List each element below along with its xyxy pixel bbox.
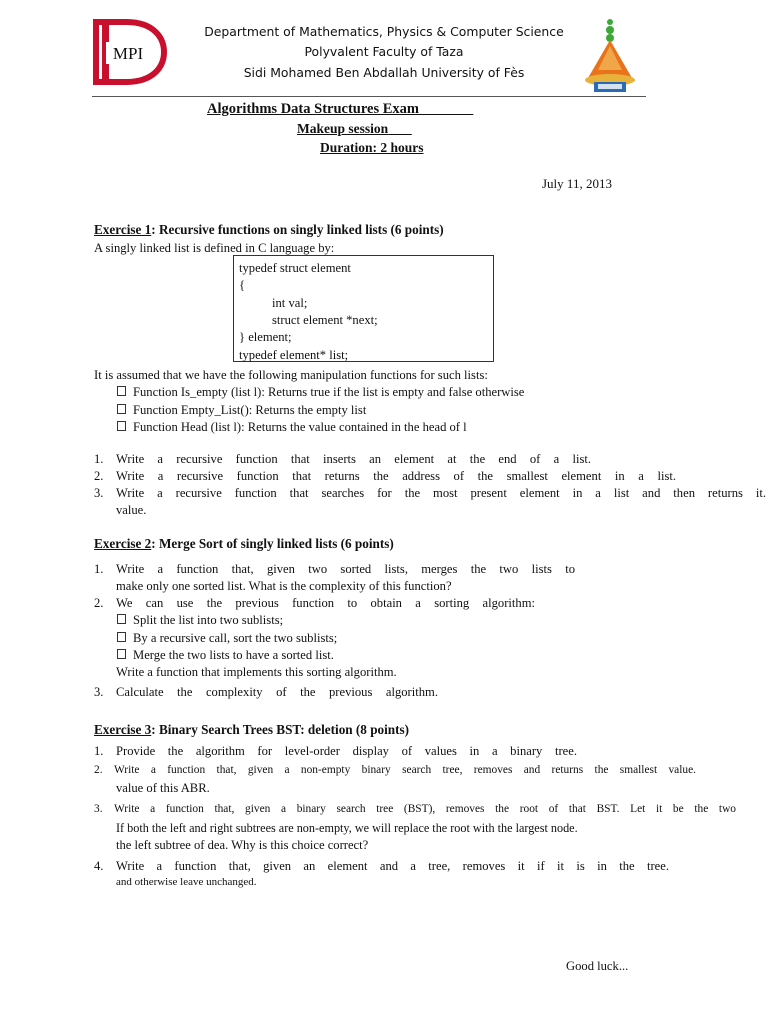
header-department: Department of Mathematics, Physics & Computer Science — [204, 24, 564, 39]
exam-title: Algorithms Data Structures Exam — [207, 101, 419, 117]
question-number: 3. — [94, 486, 104, 500]
header-university: Sidi Mohamed Ben Abdallah University of Fès — [243, 65, 525, 80]
header-faculty: Polyvalent Faculty of Taza — [304, 44, 464, 59]
checkbox-bullet-icon — [117, 649, 126, 659]
list-item: By a recursive call, sort the two sublists; — [117, 631, 337, 646]
exercise-1-question-1: Write a recursive function that inserts an element at the end of a list. — [116, 452, 591, 466]
exercise-3-question-1: Provide the algorithm for level-order display of values in a binary tree. — [116, 744, 577, 758]
code-line: { — [239, 278, 246, 292]
question-number: 3. — [94, 803, 103, 815]
exercise-1-assumption: It is assumed that we have the following manipulation functions for such lists: — [94, 368, 488, 382]
checkbox-bullet-icon — [117, 421, 126, 431]
checkbox-bullet-icon — [117, 614, 126, 624]
checkbox-bullet-icon — [117, 386, 126, 396]
exercise-2-question-2-cont: Write a function that implements this sorting algorithm. — [116, 665, 397, 679]
question-number: 1. — [94, 744, 104, 758]
exercise-3-question-3-cont: the left subtree of dea. Why is this choice correct? — [116, 838, 369, 852]
exercise-1-heading: Exercise 1: Recursive functions on singly linked lists (6 points) — [94, 222, 444, 237]
exam-duration: Duration: 2 hours — [320, 140, 424, 155]
checkbox-bullet-icon — [117, 404, 126, 414]
question-number: 1. — [94, 452, 104, 466]
list-item: Split the list into two sublists; — [117, 613, 283, 628]
code-line: int val; — [272, 296, 308, 310]
question-number: 3. — [94, 685, 104, 699]
exercise-3-question-2: Write a function that, given a non-empty binary search tree, removes and returns the smallest value. — [114, 764, 696, 776]
exercise-2-question-2: We can use the previous function to obtain a sorting algorithm: — [116, 596, 535, 610]
logo-text: MPI — [112, 44, 144, 63]
code-line: typedef struct element — [239, 261, 351, 275]
code-line: typedef element* list; — [239, 348, 349, 362]
code-line: } element; — [239, 330, 292, 344]
question-number: 1. — [94, 562, 104, 576]
code-line: struct element *next; — [272, 313, 378, 327]
good-luck-text: Good luck... — [566, 959, 629, 973]
question-number: 2. — [94, 469, 104, 483]
exercise-1-question-3: Write a recursive function that searches for the most present element in a list and then returns it. — [116, 486, 766, 500]
question-number: 2. — [94, 764, 103, 776]
question-number: 4. — [94, 859, 104, 873]
list-item: Merge the two lists to have a sorted list. — [117, 648, 334, 663]
exercise-3-question-4: Write a function that, given an element and a tree, removes it if it is in the tree. — [116, 859, 669, 873]
exam-date: July 11, 2013 — [542, 176, 612, 191]
exercise-3-question-2-cont: value of this ABR. — [116, 781, 210, 795]
exercise-3-question-3: Write a function that, given a binary search tree (BST), removes the root of that BST. Let it be the two — [114, 803, 736, 815]
exercise-2-question-3: Calculate the complexity of the previous algorithm. — [116, 685, 438, 699]
exam-session: Makeup session — [297, 121, 389, 136]
question-number: 2. — [94, 596, 104, 610]
header-divider — [92, 96, 646, 97]
exercise-1-question-2: Write a recursive function that returns the address of the smallest element in a list. — [116, 469, 676, 483]
list-item: Function Head (list l): Returns the value contained in the head of l — [117, 420, 467, 435]
exercise-3-heading: Exercise 3: Binary Search Trees BST: deletion (8 points) — [94, 722, 410, 737]
list-item: Function Empty_List(): Returns the empty list — [117, 403, 366, 418]
list-item: Function Is_empty (list l): Returns true if the list is empty and false otherwise — [117, 385, 524, 400]
exercise-2-heading: Exercise 2: Merge Sort of singly linked lists (6 points) — [94, 536, 394, 551]
exercise-2-question-1: Write a function that, given two sorted lists, merges the two lists to — [116, 562, 575, 576]
exercise-3-question-4-cont: and otherwise leave unchanged. — [116, 876, 257, 888]
exercise-1-intro: A singly linked list is defined in C language by: — [94, 241, 335, 255]
exercise-2-question-1-cont: make only one sorted list. What is the complexity of this function? — [116, 579, 452, 593]
exercise-3-question-3-cont: If both the left and right subtrees are non-empty, we will replace the root with the largest node. — [116, 821, 578, 835]
exercise-1-question-3-cont: value. — [116, 503, 147, 517]
checkbox-bullet-icon — [117, 632, 126, 642]
